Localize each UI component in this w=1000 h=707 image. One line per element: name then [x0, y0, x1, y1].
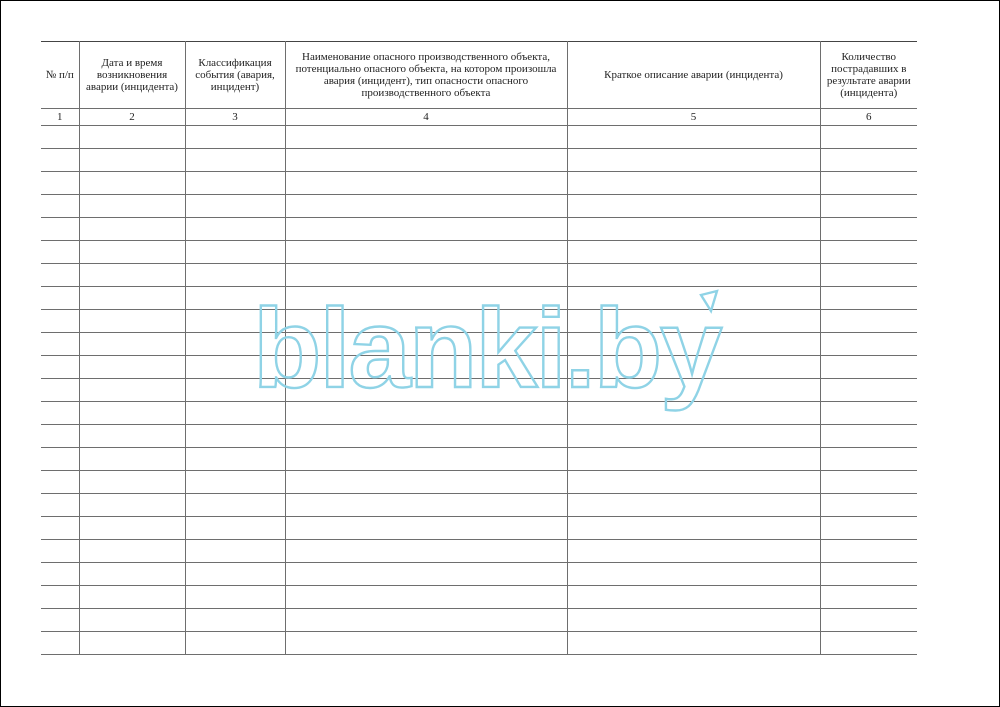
table-cell[interactable] [820, 218, 917, 241]
table-cell[interactable] [79, 333, 185, 356]
table-cell[interactable] [820, 471, 917, 494]
table-cell[interactable] [820, 310, 917, 333]
table-cell[interactable] [79, 264, 185, 287]
table-cell[interactable] [185, 471, 285, 494]
table-cell[interactable] [567, 494, 820, 517]
table-cell[interactable] [820, 149, 917, 172]
table-cell[interactable] [79, 126, 185, 149]
table-cell[interactable] [567, 517, 820, 540]
table-cell[interactable] [79, 218, 185, 241]
table-cell[interactable] [567, 402, 820, 425]
table-cell[interactable] [185, 172, 285, 195]
table-cell[interactable] [185, 126, 285, 149]
table-cell[interactable] [567, 356, 820, 379]
table-cell[interactable] [41, 494, 79, 517]
column-number: 5 [567, 109, 820, 126]
table-cell[interactable] [185, 356, 285, 379]
table-cell[interactable] [285, 586, 567, 609]
header-description: Краткое описание аварии (инцидента) [567, 42, 820, 109]
table-cell[interactable] [41, 540, 79, 563]
table-cell[interactable] [820, 632, 917, 655]
table-cell[interactable] [79, 471, 185, 494]
table-cell[interactable] [79, 287, 185, 310]
table-cell[interactable] [567, 126, 820, 149]
table-cell[interactable] [79, 149, 185, 172]
header-date-time: Дата и время возникновения аварии (инцидента) [79, 42, 185, 109]
table-cell[interactable] [79, 402, 185, 425]
table-cell[interactable] [285, 126, 567, 149]
table-cell[interactable] [285, 471, 567, 494]
table-cell[interactable] [185, 402, 285, 425]
table-cell[interactable] [820, 379, 917, 402]
table-cell[interactable] [41, 172, 79, 195]
table-cell[interactable] [567, 333, 820, 356]
table-cell[interactable] [185, 333, 285, 356]
table-cell[interactable] [567, 149, 820, 172]
table-body [41, 126, 917, 655]
table-cell[interactable] [185, 287, 285, 310]
table-cell[interactable] [41, 586, 79, 609]
table-cell[interactable] [285, 517, 567, 540]
table-cell[interactable] [185, 425, 285, 448]
table-cell[interactable] [285, 356, 567, 379]
table-cell[interactable] [185, 586, 285, 609]
table-row [41, 425, 917, 448]
table-row [41, 333, 917, 356]
table-cell[interactable] [820, 517, 917, 540]
table-cell[interactable] [79, 586, 185, 609]
table-cell[interactable] [567, 310, 820, 333]
table-cell[interactable] [41, 241, 79, 264]
table-cell[interactable] [285, 287, 567, 310]
table-cell[interactable] [820, 448, 917, 471]
table-row [41, 149, 917, 172]
table-cell[interactable] [41, 333, 79, 356]
table-cell[interactable] [41, 425, 79, 448]
table-cell[interactable] [41, 632, 79, 655]
table-cell[interactable] [567, 195, 820, 218]
table-cell[interactable] [185, 540, 285, 563]
table-row [41, 379, 917, 402]
table-row [41, 241, 917, 264]
table-cell[interactable] [285, 149, 567, 172]
column-number: 4 [285, 109, 567, 126]
table-row [41, 471, 917, 494]
table-row [41, 264, 917, 287]
table-cell[interactable] [41, 379, 79, 402]
table-cell[interactable] [820, 195, 917, 218]
table-cell[interactable] [41, 402, 79, 425]
table-cell[interactable] [567, 448, 820, 471]
table-cell[interactable] [41, 195, 79, 218]
table-cell[interactable] [185, 218, 285, 241]
column-number: 6 [820, 109, 917, 126]
table-cell[interactable] [820, 494, 917, 517]
table-cell[interactable] [41, 448, 79, 471]
table-cell[interactable] [820, 540, 917, 563]
table-cell[interactable] [41, 310, 79, 333]
table-cell[interactable] [567, 425, 820, 448]
table-cell[interactable] [185, 264, 285, 287]
watermark-text: blanki.by [253, 289, 721, 411]
header-row-number: № п/п [41, 42, 79, 109]
table-cell[interactable] [285, 310, 567, 333]
table-cell[interactable] [820, 172, 917, 195]
table-row [41, 540, 917, 563]
table-cell[interactable] [79, 310, 185, 333]
table-cell[interactable] [567, 540, 820, 563]
table-cell[interactable] [285, 195, 567, 218]
table-cell[interactable] [285, 241, 567, 264]
table-cell[interactable] [41, 218, 79, 241]
table-cell[interactable] [285, 172, 567, 195]
accident-log-table [41, 41, 917, 655]
table-cell[interactable] [285, 402, 567, 425]
table-row [41, 632, 917, 655]
table-row [41, 517, 917, 540]
table-row [41, 310, 917, 333]
table-cell[interactable] [79, 172, 185, 195]
table-cell[interactable] [185, 632, 285, 655]
table-cell[interactable] [79, 609, 185, 632]
table-cell[interactable] [41, 517, 79, 540]
table-cell[interactable] [567, 264, 820, 287]
table-row [41, 172, 917, 195]
table-cell[interactable] [79, 632, 185, 655]
column-number-row [41, 109, 917, 126]
table-cell[interactable] [285, 494, 567, 517]
table-row [41, 195, 917, 218]
column-number: 2 [79, 109, 185, 126]
table-row [41, 586, 917, 609]
table-cell[interactable] [41, 609, 79, 632]
table-cell[interactable] [285, 333, 567, 356]
column-number: 1 [41, 109, 79, 126]
column-number: 3 [185, 109, 285, 126]
table-cell[interactable] [41, 287, 79, 310]
table-cell[interactable] [567, 471, 820, 494]
table-cell[interactable] [185, 241, 285, 264]
table-cell[interactable] [567, 287, 820, 310]
table-cell[interactable] [41, 563, 79, 586]
table-cell[interactable] [79, 241, 185, 264]
table-cell[interactable] [567, 609, 820, 632]
table-cell[interactable] [567, 632, 820, 655]
table-cell[interactable] [41, 126, 79, 149]
table-cell[interactable] [79, 517, 185, 540]
table-cell[interactable] [185, 195, 285, 218]
table-cell[interactable] [79, 448, 185, 471]
table-cell[interactable] [567, 172, 820, 195]
table-cell[interactable] [185, 563, 285, 586]
table-cell[interactable] [820, 287, 917, 310]
table-cell[interactable] [820, 563, 917, 586]
table-cell[interactable] [79, 195, 185, 218]
table-cell[interactable] [567, 563, 820, 586]
table-cell[interactable] [820, 333, 917, 356]
table-cell[interactable] [820, 586, 917, 609]
table-cell[interactable] [79, 563, 185, 586]
table-cell[interactable] [185, 149, 285, 172]
table-cell[interactable] [285, 609, 567, 632]
table-cell[interactable] [79, 494, 185, 517]
table-cell[interactable] [285, 218, 567, 241]
table-row [41, 126, 917, 149]
table-row [41, 494, 917, 517]
table-cell[interactable] [820, 241, 917, 264]
table-cell[interactable] [41, 149, 79, 172]
table-cell[interactable] [820, 402, 917, 425]
table-cell[interactable] [567, 379, 820, 402]
header-row [41, 42, 917, 109]
table-cell[interactable] [820, 425, 917, 448]
table-cell[interactable] [41, 356, 79, 379]
header-classification: Классификация события (авария, инцидент) [185, 42, 285, 109]
table-row [41, 287, 917, 310]
table-cell[interactable] [820, 264, 917, 287]
table-cell[interactable] [79, 425, 185, 448]
table-cell[interactable] [285, 379, 567, 402]
header-victims-count: Количество пострадавших в результате аварии (инцидента) [820, 42, 917, 109]
table-cell[interactable] [79, 379, 185, 402]
table-cell[interactable] [185, 609, 285, 632]
table-row [41, 402, 917, 425]
table-cell[interactable] [567, 241, 820, 264]
table-row [41, 609, 917, 632]
table-cell[interactable] [185, 310, 285, 333]
table-cell[interactable] [185, 517, 285, 540]
table-cell[interactable] [79, 356, 185, 379]
table-row [41, 448, 917, 471]
table-cell[interactable] [41, 264, 79, 287]
header-object-name: Наименование опасного производственного объекта, потенциально опасного объекта, на котором произошла авария (инцидент), тип опасности опасного производственного объекта [285, 42, 567, 109]
table-cell[interactable] [185, 379, 285, 402]
table-cell[interactable] [285, 448, 567, 471]
table-cell[interactable] [285, 425, 567, 448]
table-cell[interactable] [285, 264, 567, 287]
table-cell[interactable] [79, 540, 185, 563]
table-row [41, 563, 917, 586]
table-cell[interactable] [285, 632, 567, 655]
table-cell[interactable] [820, 126, 917, 149]
table-cell[interactable] [185, 494, 285, 517]
table-cell[interactable] [567, 586, 820, 609]
table-cell[interactable] [285, 563, 567, 586]
table-cell[interactable] [285, 540, 567, 563]
table-row [41, 356, 917, 379]
table-cell[interactable] [41, 471, 79, 494]
table-cell[interactable] [567, 218, 820, 241]
table-cell[interactable] [185, 448, 285, 471]
table-cell[interactable] [820, 609, 917, 632]
table-row [41, 218, 917, 241]
table-cell[interactable] [820, 356, 917, 379]
